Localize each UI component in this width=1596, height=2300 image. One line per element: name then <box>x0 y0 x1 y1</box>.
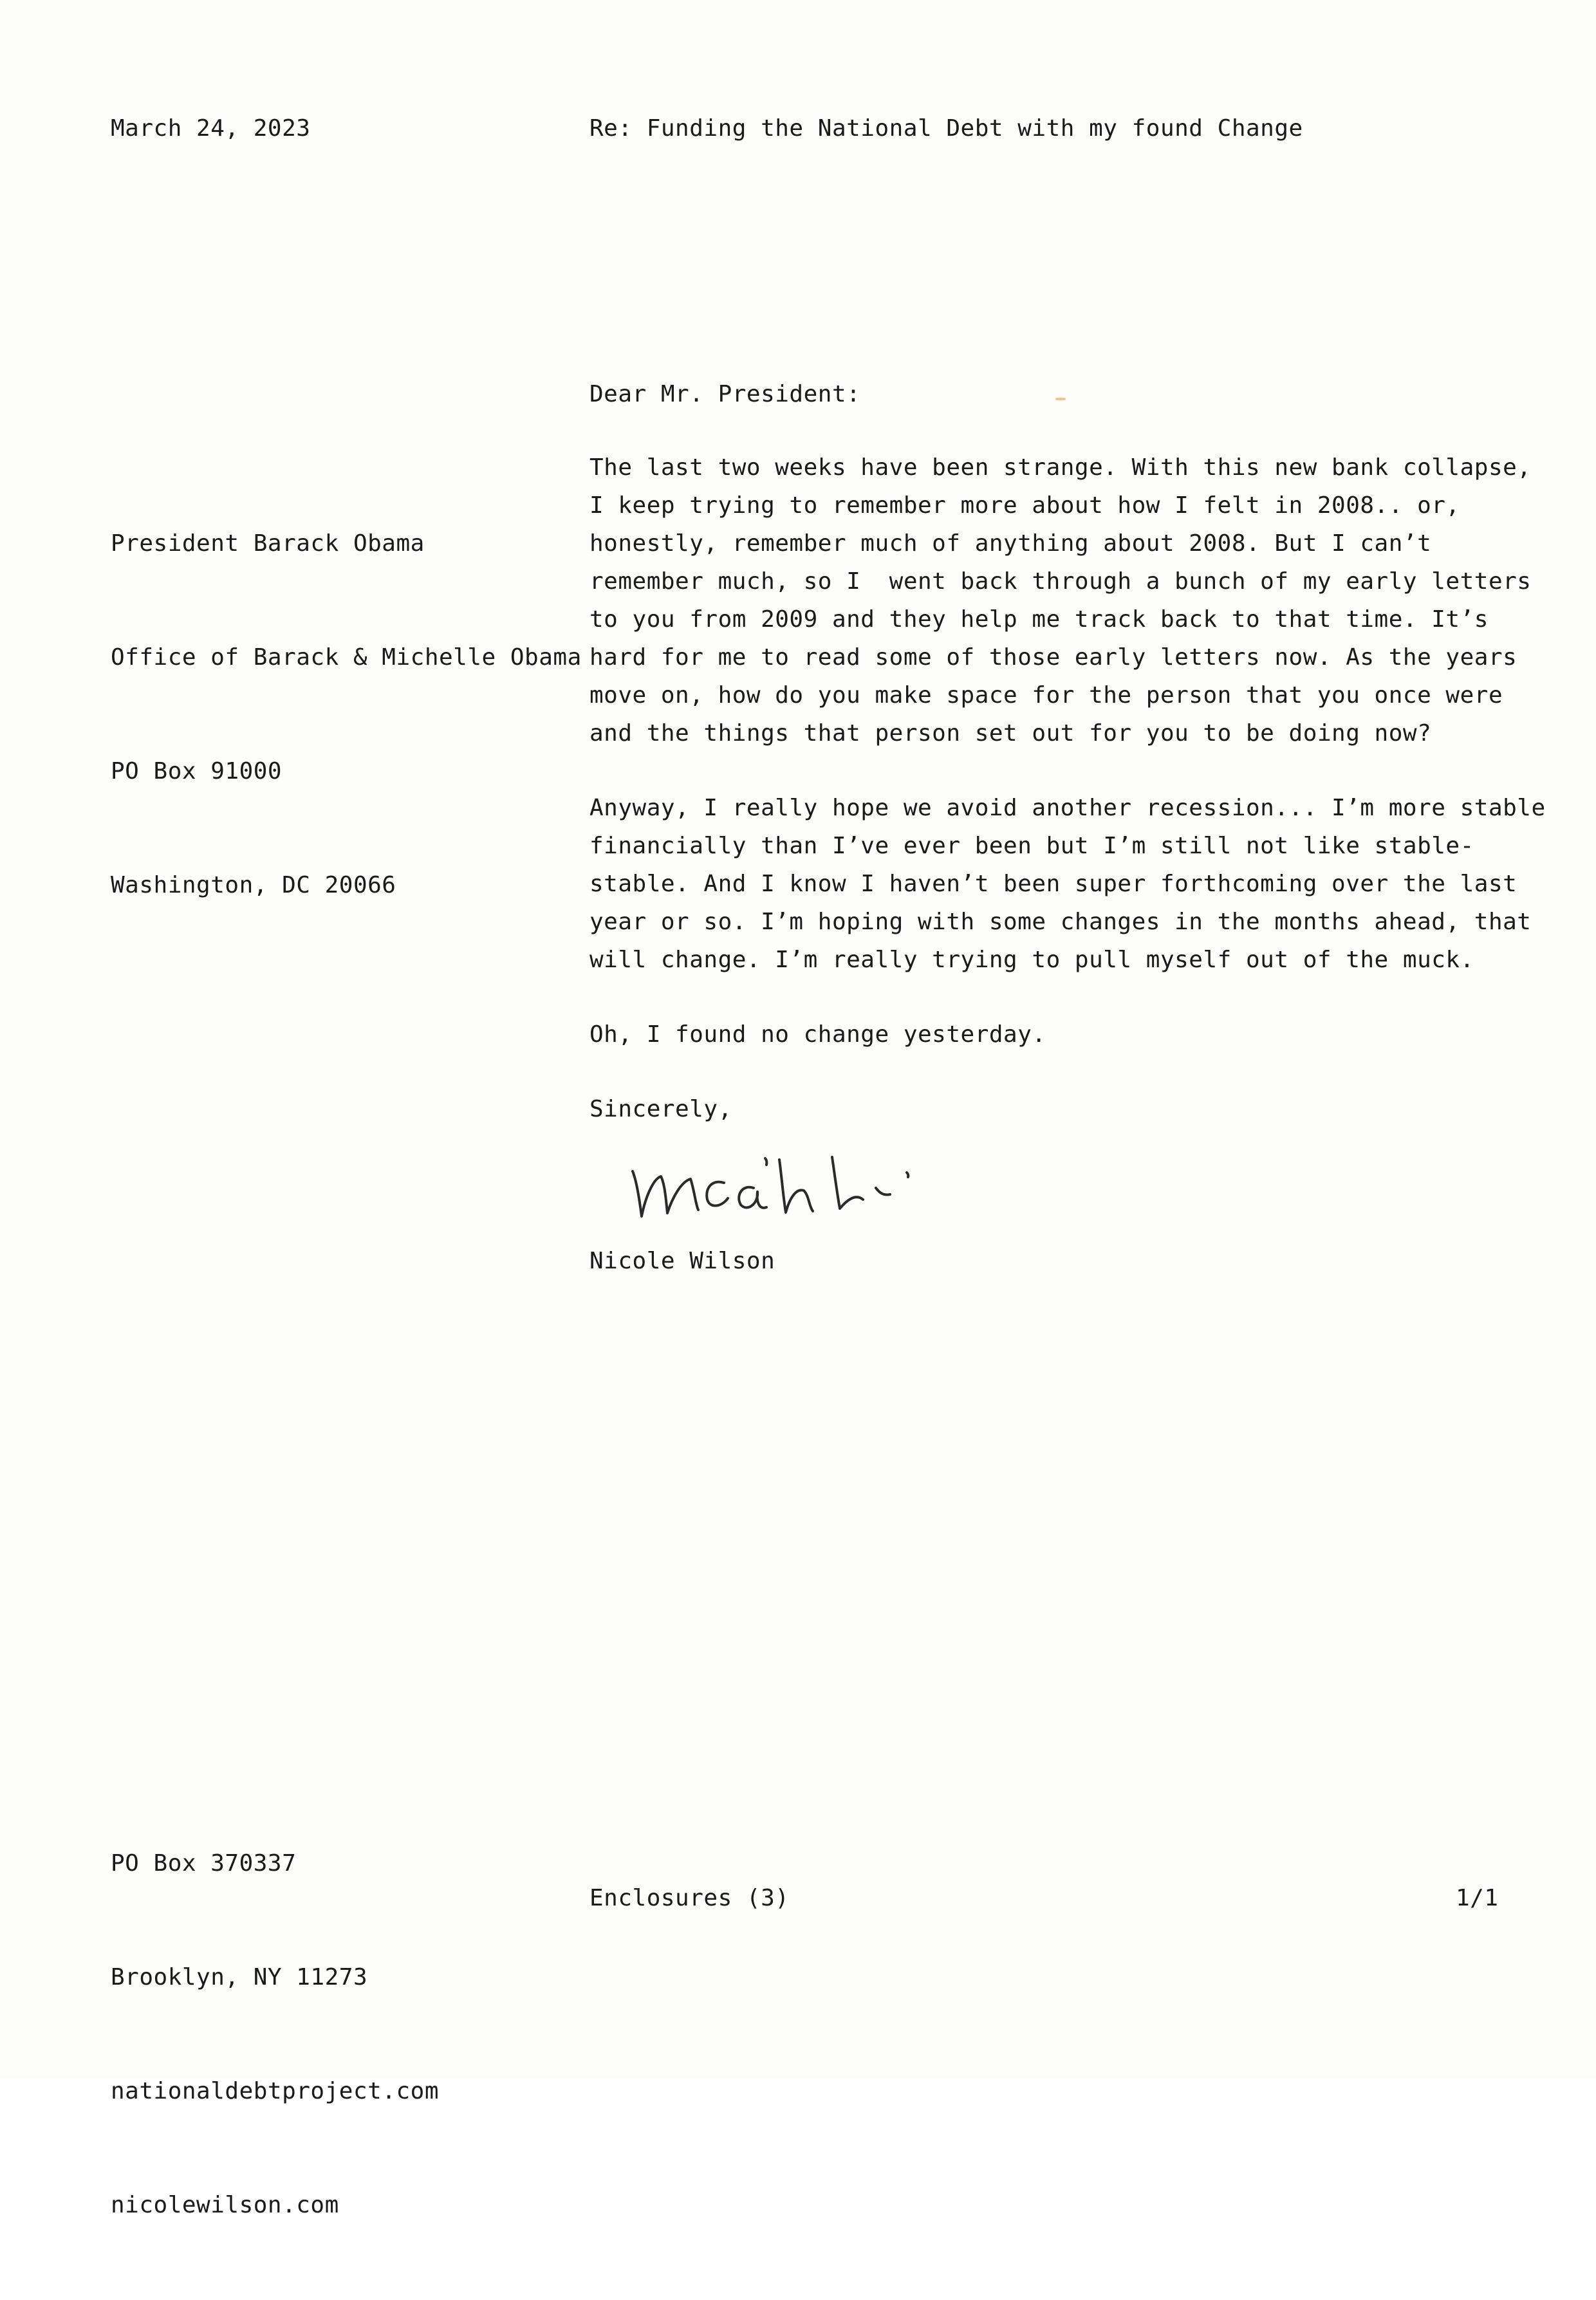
page-number: 1/1 <box>1456 1885 1499 1911</box>
sender-website-link[interactable]: nicolewilson.com <box>111 2192 339 2218</box>
sender-address <box>111 1768 439 2300</box>
signer-name: Nicole Wilson <box>589 1248 775 1274</box>
recipient-line: PO Box 91000 <box>111 758 283 784</box>
body-line: Oh, I found no change yesterday. <box>589 1021 1046 1048</box>
enclosures-note: Enclosures (3) <box>589 1885 790 1911</box>
recipient-line: Office of Barack & Michelle Obama <box>111 644 582 671</box>
closing: Sincerely, <box>589 1096 732 1122</box>
body-line: remember much, so I went back through a bunch of my early letters <box>589 568 1532 595</box>
body-line: to you from 2009 and they help me track back to that time. It’s <box>589 606 1489 633</box>
body-line: I keep trying to remember more about how I felt in 2008.. or, <box>589 492 1460 519</box>
body-line: Anyway, I really hope we avoid another recession... I’m more stable <box>589 795 1546 821</box>
sender-address-line: PO Box 370337 <box>111 1850 297 1877</box>
letter-subject: Re: Funding the National Debt with my found Change <box>589 115 1303 142</box>
body-line: will change. I’m really trying to pull myself out of the muck. <box>589 947 1474 973</box>
body-line: move on, how do you make space for the person that you once were <box>589 682 1503 709</box>
salutation: Dear Mr. President: <box>589 381 861 407</box>
paper-speck <box>1055 398 1066 400</box>
recipient-address <box>111 449 582 980</box>
sender-address-line: Brooklyn, NY 11273 <box>111 1964 368 1990</box>
body-line: year or so. I’m hoping with some changes in the months ahead, that <box>589 909 1532 935</box>
handwritten-signature <box>627 1145 936 1229</box>
body-paragraph-2 <box>589 789 1546 979</box>
body-line: stable. And I know I haven’t been super forthcoming over the last <box>589 871 1517 897</box>
body-line: honestly, remember much of anything about 2008. But I can’t <box>589 530 1432 557</box>
body-paragraph-3 <box>589 1016 1503 1053</box>
body-line: financially than I’ve ever been but I’m still not like stable- <box>589 833 1474 859</box>
letter-date: March 24, 2023 <box>111 115 311 142</box>
body-line: and the things that person set out for you to be doing now? <box>589 720 1432 747</box>
recipient-line: President Barack Obama <box>111 530 425 557</box>
recipient-line: Washington, DC 20066 <box>111 872 396 898</box>
body-line: The last two weeks have been strange. With this new bank collapse, <box>589 454 1532 481</box>
body-paragraph-1 <box>589 449 1532 752</box>
body-line: hard for me to read some of those early letters now. As the years <box>589 644 1517 671</box>
sender-website-link[interactable]: nationaldebtproject.com <box>111 2078 439 2104</box>
